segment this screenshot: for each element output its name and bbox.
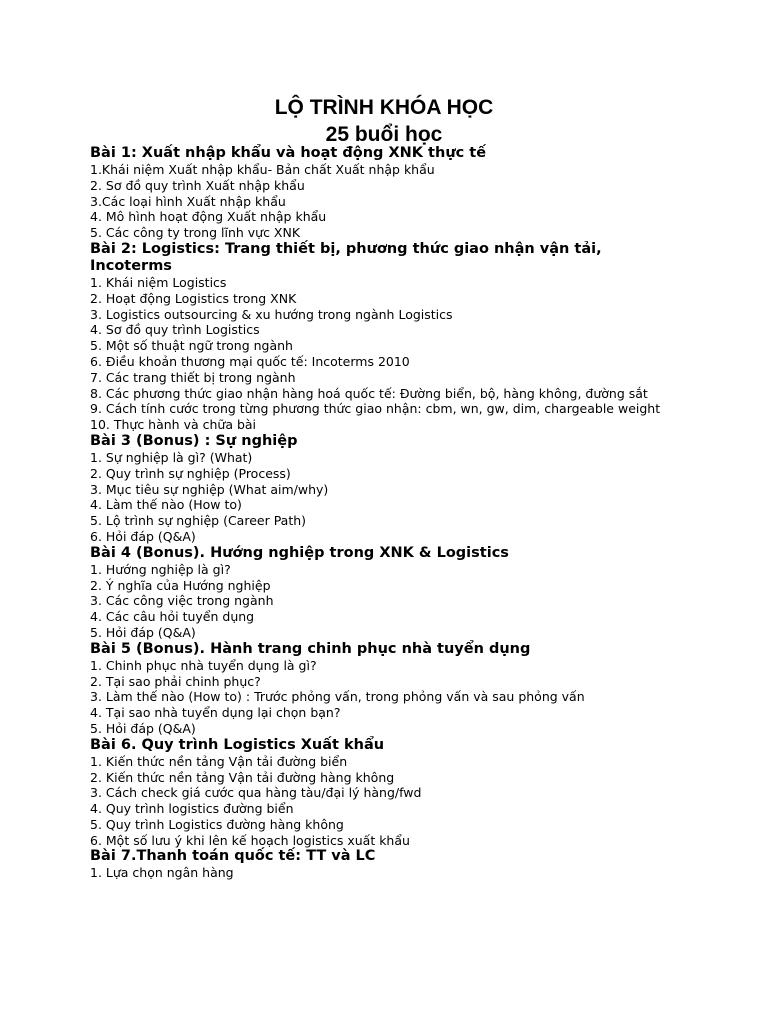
section-heading: Bài 6. Quy trình Logistics Xuất khẩu (90, 736, 385, 753)
list-item: 1.Khái niệm Xuất nhập khẩu- Bản chất Xuất nhập khẩu (90, 162, 435, 177)
list-item: 4. Làm thế nào (How to) (90, 497, 242, 513)
list-item: 2. Sơ đồ quy trình Xuất nhập khẩu (90, 177, 305, 193)
list-item: 1. Sự nghiệp là gì? (What) (90, 449, 253, 465)
list-item: 6. Hỏi đáp (Q&A) (90, 528, 196, 544)
document-title: LỘ TRÌNH KHÓA HỌC (274, 96, 494, 119)
list-item: 3. Logistics outsourcing & xu hướng trong ngành Logistics (90, 306, 453, 322)
section-heading: Bài 5 (Bonus). Hành trang chinh phục nhà tuyển dụng (90, 640, 531, 657)
list-item: 5. Hỏi đáp (Q&A) (90, 624, 196, 640)
list-item: 5. Quy trình Logistics đường hàng không (90, 816, 344, 832)
list-item: 5. Một số thuật ngữ trong ngành (90, 338, 293, 354)
section-6 (90, 737, 670, 849)
list-item: 5. Lộ trình sự nghiệp (Career Path) (90, 513, 307, 529)
list-item: 2. Ý nghĩa của Hướng nghiệp (90, 577, 271, 593)
section-4 (90, 545, 670, 641)
section-3 (90, 433, 670, 545)
list-item: 3. Mục tiêu sự nghiệp (What aim/why) (90, 481, 329, 497)
section-heading: Bài 2: Logistics: Trang thiết bị, phương thức giao nhận vận tải, Incoterms (90, 240, 602, 274)
list-item: 6. Điều khoản thương mại quốc tế: Incoterms 2010 (90, 353, 410, 369)
list-item: 7. Các trang thiết bị trong ngành (90, 369, 296, 385)
section-heading: Bài 3 (Bonus) : Sự nghiệp (90, 432, 298, 449)
list-item: 1. Hướng nghiệp là gì? (90, 561, 231, 577)
section-heading: Bài 7.Thanh toán quốc tế: TT và LC (90, 848, 376, 865)
list-item: 1. Kiến thức nền tảng Vận tải đường biển (90, 753, 348, 769)
list-item: 10. Thực hành và chữa bài (90, 417, 257, 433)
list-item: 1. Lựa chọn ngân hàng (90, 865, 234, 881)
list-item: 3. Làm thế nào (How to) : Trước phỏng vấn, trong phỏng vấn và sau phỏng vấn (90, 689, 585, 705)
section-heading: Bài 1: Xuất nhập khẩu và hoạt động XNK thực tế (90, 145, 487, 161)
list-item: 5. Hỏi đáp (Q&A) (90, 720, 196, 736)
list-item: 2. Hoạt động Logistics trong XNK (90, 290, 297, 306)
list-item: 4. Quy trình logistics đường biển (90, 801, 294, 817)
list-item: 8. Các phương thức giao nhận hàng hoá quốc tế: Đường biển, bộ, hàng không, đường sắt (90, 385, 648, 401)
list-item: 2. Tại sao phải chinh phục? (90, 673, 261, 689)
document-subtitle: 25 buổi học (325, 123, 443, 146)
list-item: 9. Cách tính cước trong từng phương thức giao nhận: cbm, wn, gw, dim, chargeable weight (90, 401, 661, 417)
section-2 (90, 241, 670, 433)
list-item: 3.Các loại hình Xuất nhập khẩu (90, 193, 286, 209)
list-item: 4. Mô hình hoạt động Xuất nhập khẩu (90, 209, 327, 225)
list-item: 2. Quy trình sự nghiệp (Process) (90, 465, 291, 481)
section-5 (90, 641, 670, 737)
list-item: 4. Sơ đồ quy trình Logistics (90, 322, 260, 338)
list-item: 5. Các công ty trong lĩnh vực XNK (90, 225, 301, 241)
section-1 (90, 145, 670, 241)
list-item: 3. Cách check giá cước qua hàng tàu/đại lý hàng/fwd (90, 785, 422, 801)
course-outline (90, 145, 670, 881)
list-item: 4. Các câu hỏi tuyển dụng (90, 609, 255, 625)
list-item: 4. Tại sao nhà tuyển dụng lại chọn bạn? (90, 705, 341, 721)
list-item: 1. Chinh phục nhà tuyển dụng là gì? (90, 657, 317, 673)
section-7 (90, 848, 670, 881)
list-item: 1. Khái niệm Logistics (90, 274, 227, 290)
list-item: 3. Các công việc trong ngành (90, 593, 274, 609)
section-heading: Bài 4 (Bonus). Hướng nghiệp trong XNK & Logistics (90, 544, 509, 561)
list-item: 6. Một số lưu ý khi lên kế hoạch logistics xuất khẩu (90, 832, 410, 848)
list-item: 2. Kiến thức nền tảng Vận tải đường hàng không (90, 769, 395, 785)
